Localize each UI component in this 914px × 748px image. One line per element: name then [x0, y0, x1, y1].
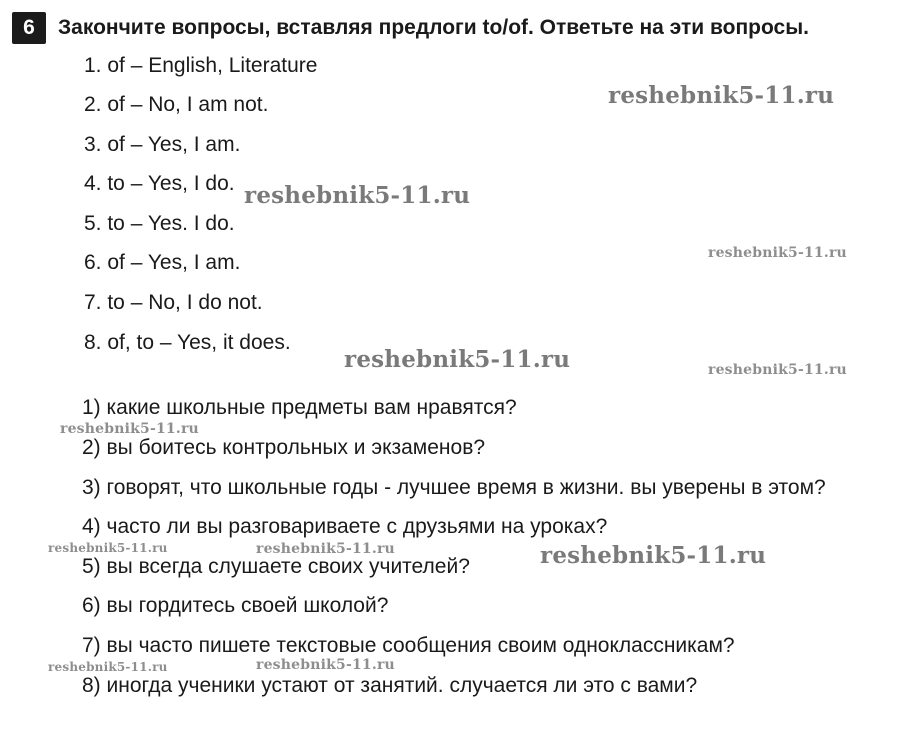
- watermark: reshebnik5-11.ru: [344, 346, 571, 373]
- answer-item: 2. of – No, I am not.: [84, 93, 269, 116]
- answer-item: 8. of, to – Yes, it does.: [84, 331, 291, 354]
- exercise-header: [12, 12, 809, 44]
- question-item: 3) говорят, что школьные годы - лучшее время в жизни. вы уверены в этом?: [82, 476, 826, 499]
- answer-item: 5. to – Yes. I do.: [84, 212, 235, 235]
- answer-item: 7. to – No, I do not.: [84, 291, 263, 314]
- watermark: reshebnik5-11.ru: [256, 657, 395, 673]
- watermark: reshebnik5-11.ru: [608, 82, 835, 109]
- watermark: reshebnik5-11.ru: [48, 660, 168, 674]
- watermark: reshebnik5-11.ru: [244, 182, 471, 209]
- answer-item: 3. of – Yes, I am.: [84, 133, 241, 156]
- watermark: reshebnik5-11.ru: [256, 541, 395, 557]
- exercise-number-badge: 6: [12, 12, 46, 44]
- watermark: reshebnik5-11.ru: [708, 362, 847, 378]
- question-item: 7) вы часто пишете текстовые сообщения своим одноклассникам?: [82, 634, 735, 657]
- watermark: reshebnik5-11.ru: [540, 542, 767, 569]
- question-item: 2) вы боитесь контрольных и экзаменов?: [82, 436, 486, 459]
- question-item: 1) какие школьные предметы вам нравятся?: [82, 396, 517, 419]
- exercise-title: Закончите вопросы, вставляя предлоги to/of. Ответьте на эти вопросы.: [58, 16, 809, 39]
- watermark: reshebnik5-11.ru: [60, 421, 199, 437]
- question-item: 6) вы гордитесь своей школой?: [82, 594, 389, 617]
- answer-item: 4. to – Yes, I do.: [84, 172, 235, 195]
- answer-item: 1. of – English, Literature: [84, 54, 318, 77]
- answer-item: 6. of – Yes, I am.: [84, 251, 241, 274]
- question-item: 5) вы всегда слушаете своих учителей?: [82, 555, 470, 578]
- question-item: 8) иногда ученики устают от занятий. случается ли это с вами?: [82, 674, 698, 697]
- watermark: reshebnik5-11.ru: [48, 541, 168, 555]
- watermark: reshebnik5-11.ru: [708, 245, 847, 261]
- question-item: 4) часто ли вы разговариваете с друзьями на уроках?: [82, 515, 608, 538]
